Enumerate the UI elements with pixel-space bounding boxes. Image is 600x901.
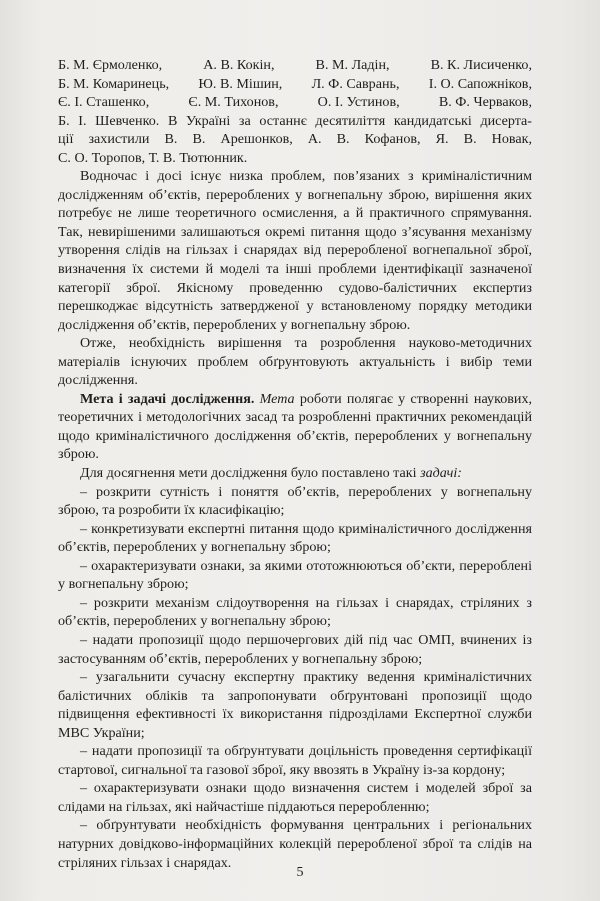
tasks-label: задачі: [420,465,462,482]
paragraph-problems: Водночас і досі існує низка проблем, пов’язаних з криміналістичним дослідженням об’єктів, перероблених у вогнепальну зброю, вирішення яких потребує не лише теоретичного осмислення, а й практичного спрямування. Так, невирішеними залишаються окремі питання щодо з’ясування механізму утворення слідів на гільзах і снарядах від переробленої вогнепальної зброї, визначення їх системи й моделі та інші проблеми ідентифікації зазначеної категорії зброї. Якісному проведенню судово-балістичних експертиз перешкоджає відсутність затвердженої у встановленому порядку методики дослідження об’єктів, перероблених у вогнепальну зброю. [58,168,532,333]
authors-row [58,75,532,94]
list-item: – охарактеризувати ознаки, за якими ототожнюються об’єкти, перероблені у вогнепальну зброю; [58,557,532,593]
goal-text: роботи полягає у створенні наукових, теоретичних і методологічних засад та розробленні практичних рекомендацій щодо криміналістичного дослідження об’єктів, перероблених у вогнепальну зброю. [58,390,533,463]
authors-line: ції захистили В. В. Арешонков, А. В. Кофанов, Я. В. Новак, [58,131,532,148]
author-name: В. Ф. Черваков, [438,94,532,111]
paragraph-goal [58,390,532,464]
list-item: – надати пропозиції та обґрунтувати доцільність проведення сертифікації стартової, сигнальної та газової зброї, яку ввозять в Україну із-за кордону; [58,743,532,778]
list-item: – розкрити сутність і поняття об’єктів, перероблених у вогнепальну зброю, та розробити їх класифікацію; [58,483,532,519]
goal-heading: Мета і задачі дослідження. [80,390,255,407]
authors-line: Б. І. Шевченко. В Україні за останнє десятиліття кандидатські дисерта- [58,112,532,129]
authors-row [58,93,532,112]
tasks-intro-text: Для досягнення мети дослідження було поставлено такі [80,465,417,482]
author-name: О. І. Устинов, [317,94,400,111]
list-item: – обґрунтувати необхідність формування центральних і регіональних натурних довідково-інформаційних колекцій переробленої зброї та слідів на стріляних гільзах і снарядах. [58,817,532,871]
author-name: І. О. Сапожніков, [428,75,532,92]
page-text [58,56,532,872]
author-name: В. К. Лисиченко, [430,57,532,73]
author-name: Б. М. Єрмоленко, [58,57,163,73]
author-name: Є. І. Сташенко, [58,94,150,111]
list-item: – конкретизувати експертні питання щодо криміналістичного дослідження об’єктів, перероблених у вогнепальну зброю; [58,520,532,556]
author-name: Л. Ф. Саврань, [311,75,400,92]
author-name: В. М. Ладін, [315,57,390,73]
author-name: Ю. В. Мішин, [198,75,283,92]
goal-label: Мета [259,390,295,407]
list-item: – охарактеризувати ознаки щодо визначення систем і моделей зброї за слідами на гільзах, які найчастіше піддаються переробленню; [58,780,532,815]
authors-line: С. О. Торопов, Т. В. Тютюнник. [58,149,248,166]
authors-list [58,56,532,167]
authors-row [58,56,532,75]
author-name: Б. М. Комаринець, [58,75,170,92]
paragraph-tasks-intro [58,464,532,483]
list-item: – надати пропозиції щодо першочергових дій під час ОМП, вчинених із застосуванням об’єктів, перероблених у вогнепальну зброю; [58,631,532,667]
author-name: Є. М. Тихонов, [188,94,279,111]
list-item: – узагальнити сучасну експертну практику ведення криміналістичних балістичних обліків та запропонувати обґрунтовані пропозиції щодо підвищення ефективності їх використання підрозділами Експертної служби МВС України; [58,669,532,741]
page-number: 5 [296,865,304,880]
author-name: А. В. Кокін, [203,57,275,73]
paragraph-relevance: Отже, необхідність вирішення та розроблення науково-методичних матеріалів існуючих проблем обґрунтовують актуальність і вибір теми дослідження. [58,335,532,389]
list-item: – розкрити механізм слідоутворення на гільзах і снарядах, стріляних з об’єктів, перероблених у вогнепальну зброю; [58,594,532,630]
tasks-list [58,483,532,872]
